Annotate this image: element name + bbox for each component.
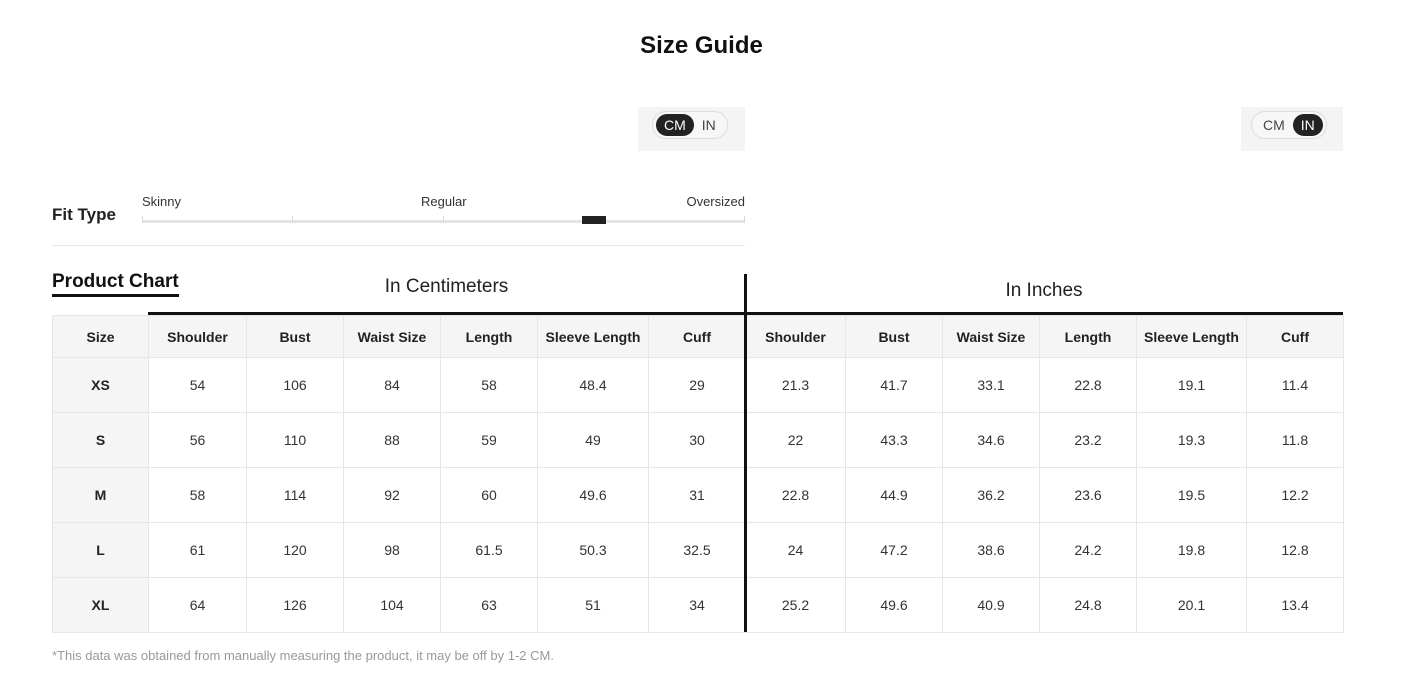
unit-in-button[interactable]: IN bbox=[1293, 114, 1323, 136]
size-table bbox=[52, 315, 1344, 633]
table-cell: 12.8 bbox=[1247, 523, 1344, 578]
table-cell: 92 bbox=[344, 468, 441, 523]
table-cell: 11.4 bbox=[1247, 358, 1344, 413]
table-cell: 63 bbox=[441, 578, 538, 633]
unit-toggle-panel-in bbox=[1241, 107, 1343, 151]
table-cell: 98 bbox=[344, 523, 441, 578]
table-cell: 59 bbox=[441, 413, 538, 468]
table-row bbox=[53, 578, 1344, 633]
table-cell: 20.1 bbox=[1137, 578, 1247, 633]
table-cell: 104 bbox=[344, 578, 441, 633]
measurement-note: *This data was obtained from manually measuring the product, it may be off by 1-2 CM. bbox=[52, 648, 554, 663]
table-cell: 54 bbox=[149, 358, 247, 413]
table-cell: 49 bbox=[538, 413, 649, 468]
column-header: Cuff bbox=[1247, 316, 1344, 358]
table-cell: 49.6 bbox=[846, 578, 943, 633]
table-cell: 43.3 bbox=[846, 413, 943, 468]
table-cell: 23.2 bbox=[1040, 413, 1137, 468]
table-cell: 34 bbox=[649, 578, 746, 633]
table-cell: 24 bbox=[746, 523, 846, 578]
table-cell: 49.6 bbox=[538, 468, 649, 523]
inches-heading: In Inches bbox=[1005, 280, 1083, 301]
size-cell: S bbox=[53, 413, 149, 468]
table-cell: 24.2 bbox=[1040, 523, 1137, 578]
table-cell: 33.1 bbox=[943, 358, 1040, 413]
table-cell: 56 bbox=[149, 413, 247, 468]
table-cell: 50.3 bbox=[538, 523, 649, 578]
fit-tick bbox=[744, 216, 745, 223]
table-cell: 36.2 bbox=[943, 468, 1040, 523]
table-cell: 88 bbox=[344, 413, 441, 468]
fit-scale-skinny: Skinny bbox=[142, 194, 182, 209]
page-title: Size Guide bbox=[640, 32, 763, 59]
column-header: Sleeve Length bbox=[1137, 316, 1247, 358]
table-cell: 30 bbox=[649, 413, 746, 468]
units-divider-rule bbox=[744, 274, 747, 632]
column-header: Waist Size bbox=[943, 316, 1040, 358]
table-cell: 25.2 bbox=[746, 578, 846, 633]
table-cell: 58 bbox=[441, 358, 538, 413]
table-cell: 22.8 bbox=[746, 468, 846, 523]
column-header: Length bbox=[441, 316, 538, 358]
table-cell: 19.3 bbox=[1137, 413, 1247, 468]
table-cell: 61.5 bbox=[441, 523, 538, 578]
table-cell: 21.3 bbox=[746, 358, 846, 413]
unit-cm-button[interactable]: CM bbox=[656, 114, 694, 136]
product-chart-title: Product Chart bbox=[52, 271, 179, 297]
unit-toggle bbox=[1251, 111, 1327, 139]
fit-tick bbox=[443, 216, 444, 223]
unit-in-button[interactable]: IN bbox=[701, 117, 716, 133]
table-row bbox=[53, 523, 1344, 578]
table-cell: 60 bbox=[441, 468, 538, 523]
table-row bbox=[53, 413, 1344, 468]
table-cell: 48.4 bbox=[538, 358, 649, 413]
divider bbox=[52, 245, 745, 246]
table-cell: 51 bbox=[538, 578, 649, 633]
table-cell: 22.8 bbox=[1040, 358, 1137, 413]
column-header: Bust bbox=[247, 316, 344, 358]
table-cell: 106 bbox=[247, 358, 344, 413]
fit-scale-oversized: Oversized bbox=[686, 194, 745, 209]
table-cell: 24.8 bbox=[1040, 578, 1137, 633]
table-cell: 41.7 bbox=[846, 358, 943, 413]
column-header: Cuff bbox=[649, 316, 746, 358]
table-cell: 23.6 bbox=[1040, 468, 1137, 523]
column-header-size: Size bbox=[53, 316, 149, 358]
table-cell: 61 bbox=[149, 523, 247, 578]
unit-cm-button[interactable]: CM bbox=[1263, 117, 1285, 133]
table-cell: 110 bbox=[247, 413, 344, 468]
table-cell: 13.4 bbox=[1247, 578, 1344, 633]
size-cell: XS bbox=[53, 358, 149, 413]
fit-type-label: Fit Type bbox=[52, 205, 116, 224]
table-cell: 44.9 bbox=[846, 468, 943, 523]
column-header: Shoulder bbox=[746, 316, 846, 358]
fit-tick bbox=[292, 216, 293, 223]
size-cell: XL bbox=[53, 578, 149, 633]
table-cell: 19.5 bbox=[1137, 468, 1247, 523]
column-header: Waist Size bbox=[344, 316, 441, 358]
table-cell: 22 bbox=[746, 413, 846, 468]
table-cell: 40.9 bbox=[943, 578, 1040, 633]
table-row bbox=[53, 468, 1344, 523]
unit-toggle-panel-cm bbox=[638, 107, 745, 151]
table-cell: 58 bbox=[149, 468, 247, 523]
table-cell: 47.2 bbox=[846, 523, 943, 578]
column-header: Sleeve Length bbox=[538, 316, 649, 358]
table-cell: 11.8 bbox=[1247, 413, 1344, 468]
table-cell: 12.2 bbox=[1247, 468, 1344, 523]
table-cell: 126 bbox=[247, 578, 344, 633]
table-cell: 32.5 bbox=[649, 523, 746, 578]
fit-type-marker bbox=[582, 216, 606, 224]
column-header: Shoulder bbox=[149, 316, 247, 358]
column-header: Length bbox=[1040, 316, 1137, 358]
table-row bbox=[53, 358, 1344, 413]
table-cell: 38.6 bbox=[943, 523, 1040, 578]
table-cell: 31 bbox=[649, 468, 746, 523]
table-header-row bbox=[53, 316, 1344, 358]
table-cell: 29 bbox=[649, 358, 746, 413]
table-cell: 120 bbox=[247, 523, 344, 578]
table-cell: 84 bbox=[344, 358, 441, 413]
fit-scale-regular: Regular bbox=[421, 194, 467, 209]
table-cell: 114 bbox=[247, 468, 344, 523]
fit-tick bbox=[142, 216, 143, 223]
centimeters-heading: In Centimeters bbox=[384, 276, 509, 297]
size-cell: M bbox=[53, 468, 149, 523]
column-header: Bust bbox=[846, 316, 943, 358]
table-cell: 19.1 bbox=[1137, 358, 1247, 413]
size-cell: L bbox=[53, 523, 149, 578]
table-cell: 19.8 bbox=[1137, 523, 1247, 578]
table-cell: 64 bbox=[149, 578, 247, 633]
table-cell: 34.6 bbox=[943, 413, 1040, 468]
unit-toggle bbox=[652, 111, 728, 139]
